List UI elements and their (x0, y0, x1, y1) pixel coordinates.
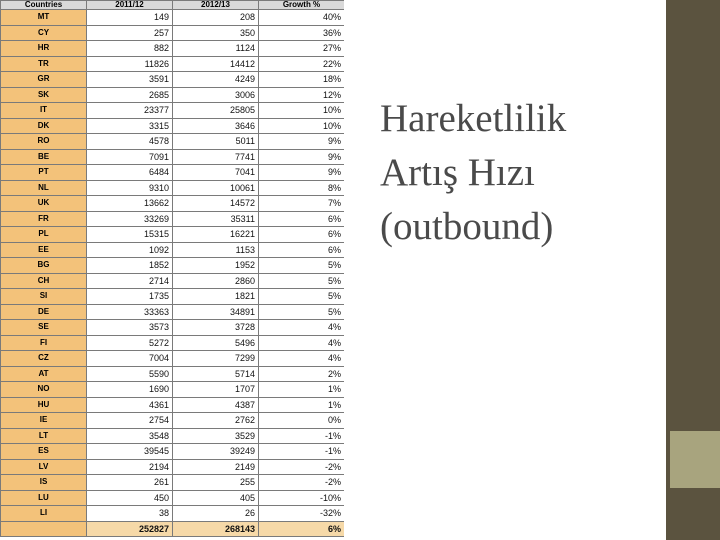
value-cell: 2685 (87, 87, 173, 103)
value-cell: 4578 (87, 134, 173, 150)
growth-cell: 9% (259, 149, 345, 165)
table-row (1, 25, 345, 41)
growth-cell: -32% (259, 506, 345, 522)
title-line-1: Hareketlilik (380, 97, 567, 140)
table-row (1, 382, 345, 398)
value-cell: 5496 (173, 335, 259, 351)
value-cell: 14412 (173, 56, 259, 72)
country-code-cell: PT (1, 165, 87, 181)
country-code-cell: ES (1, 444, 87, 460)
value-cell: 2754 (87, 413, 173, 429)
growth-cell: -2% (259, 459, 345, 475)
value-cell: 4387 (173, 397, 259, 413)
growth-cell: 0% (259, 413, 345, 429)
column-header-growth: Growth % (259, 1, 345, 10)
table-row (1, 72, 345, 88)
growth-cell: 7% (259, 196, 345, 212)
growth-cell: 5% (259, 289, 345, 305)
value-cell: 1735 (87, 289, 173, 305)
value-cell: 7004 (87, 351, 173, 367)
value-cell: 3006 (173, 87, 259, 103)
total-value-cell: 252827 (87, 521, 173, 537)
table-row (1, 335, 345, 351)
value-cell: 3646 (173, 118, 259, 134)
table-row (1, 397, 345, 413)
growth-table (0, 0, 344, 537)
country-code-cell: EE (1, 242, 87, 258)
table-total-row (1, 521, 345, 537)
growth-cell: 10% (259, 118, 345, 134)
growth-cell: 6% (259, 211, 345, 227)
value-cell: 1821 (173, 289, 259, 305)
growth-cell: 5% (259, 273, 345, 289)
value-cell: 1690 (87, 382, 173, 398)
column-header-countries: Countries (1, 1, 87, 10)
country-code-cell: BE (1, 149, 87, 165)
growth-table-container (0, 0, 344, 540)
growth-cell: 4% (259, 320, 345, 336)
growth-cell: -10% (259, 490, 345, 506)
value-cell: 882 (87, 41, 173, 57)
country-code-cell: FR (1, 211, 87, 227)
value-cell: 2860 (173, 273, 259, 289)
value-cell: 5011 (173, 134, 259, 150)
value-cell: 34891 (173, 304, 259, 320)
table-row (1, 258, 345, 274)
value-cell: 5590 (87, 366, 173, 382)
country-code-cell: SK (1, 87, 87, 103)
value-cell: 7299 (173, 351, 259, 367)
value-cell: 6484 (87, 165, 173, 181)
value-cell: 25805 (173, 103, 259, 119)
table-row (1, 227, 345, 243)
growth-cell: 9% (259, 134, 345, 150)
table-header-row (1, 1, 345, 10)
table-row (1, 475, 345, 491)
country-code-cell: BG (1, 258, 87, 274)
growth-cell: 6% (259, 242, 345, 258)
growth-cell: -1% (259, 428, 345, 444)
column-header-2012-13: 2012/13 (173, 1, 259, 10)
country-code-cell: MT (1, 10, 87, 26)
country-code-cell: PL (1, 227, 87, 243)
value-cell: 3728 (173, 320, 259, 336)
table-row (1, 459, 345, 475)
value-cell: 35311 (173, 211, 259, 227)
value-cell: 16221 (173, 227, 259, 243)
value-cell: 9310 (87, 180, 173, 196)
value-cell: 3548 (87, 428, 173, 444)
decorative-sidebar-accent (670, 431, 720, 488)
value-cell: 3529 (173, 428, 259, 444)
growth-cell: 2% (259, 366, 345, 382)
value-cell: 2714 (87, 273, 173, 289)
growth-cell: 40% (259, 10, 345, 26)
growth-cell: 4% (259, 335, 345, 351)
country-code-cell: DK (1, 118, 87, 134)
table-row (1, 242, 345, 258)
country-code-cell: TR (1, 56, 87, 72)
growth-cell: 12% (259, 87, 345, 103)
value-cell: 208 (173, 10, 259, 26)
value-cell: 13662 (87, 196, 173, 212)
country-code-cell: GR (1, 72, 87, 88)
value-cell: 350 (173, 25, 259, 41)
title-line-3: (outbound) (380, 205, 554, 248)
country-code-cell: CY (1, 25, 87, 41)
value-cell: 149 (87, 10, 173, 26)
table-row (1, 56, 345, 72)
country-code-cell: LU (1, 490, 87, 506)
value-cell: 257 (87, 25, 173, 41)
country-code-cell: IE (1, 413, 87, 429)
total-value-cell: 6% (259, 521, 345, 537)
table-row (1, 304, 345, 320)
country-code-cell: LV (1, 459, 87, 475)
table-row (1, 165, 345, 181)
country-code-cell: CH (1, 273, 87, 289)
value-cell: 1952 (173, 258, 259, 274)
growth-cell: -2% (259, 475, 345, 491)
country-code-cell: HR (1, 41, 87, 57)
table-row (1, 366, 345, 382)
value-cell: 26 (173, 506, 259, 522)
total-value-cell: 268143 (173, 521, 259, 537)
country-code-cell: FI (1, 335, 87, 351)
growth-cell: 27% (259, 41, 345, 57)
value-cell: 11826 (87, 56, 173, 72)
value-cell: 7041 (173, 165, 259, 181)
total-label-cell (1, 521, 87, 537)
country-code-cell: IS (1, 475, 87, 491)
growth-cell: 4% (259, 351, 345, 367)
value-cell: 1153 (173, 242, 259, 258)
country-code-cell: LI (1, 506, 87, 522)
growth-cell: 9% (259, 165, 345, 181)
value-cell: 5272 (87, 335, 173, 351)
value-cell: 2149 (173, 459, 259, 475)
table-row (1, 180, 345, 196)
country-code-cell: DE (1, 304, 87, 320)
value-cell: 4361 (87, 397, 173, 413)
value-cell: 255 (173, 475, 259, 491)
value-cell: 4249 (173, 72, 259, 88)
value-cell: 1124 (173, 41, 259, 57)
value-cell: 2194 (87, 459, 173, 475)
value-cell: 1092 (87, 242, 173, 258)
value-cell: 39545 (87, 444, 173, 460)
value-cell: 3573 (87, 320, 173, 336)
table-row (1, 413, 345, 429)
country-code-cell: AT (1, 366, 87, 382)
value-cell: 405 (173, 490, 259, 506)
value-cell: 1707 (173, 382, 259, 398)
value-cell: 7091 (87, 149, 173, 165)
value-cell: 39249 (173, 444, 259, 460)
value-cell: 3591 (87, 72, 173, 88)
table-body (1, 10, 345, 537)
table-row (1, 506, 345, 522)
growth-cell: 5% (259, 258, 345, 274)
value-cell: 33363 (87, 304, 173, 320)
growth-cell: 6% (259, 227, 345, 243)
country-code-cell: UK (1, 196, 87, 212)
growth-cell: 36% (259, 25, 345, 41)
table-row (1, 41, 345, 57)
slide-title (380, 92, 640, 254)
table-row (1, 351, 345, 367)
value-cell: 1852 (87, 258, 173, 274)
country-code-cell: SI (1, 289, 87, 305)
table-row (1, 87, 345, 103)
country-code-cell: RO (1, 134, 87, 150)
value-cell: 23377 (87, 103, 173, 119)
table-row (1, 273, 345, 289)
value-cell: 261 (87, 475, 173, 491)
country-code-cell: HU (1, 397, 87, 413)
value-cell: 7741 (173, 149, 259, 165)
table-row (1, 211, 345, 227)
country-code-cell: IT (1, 103, 87, 119)
growth-cell: 10% (259, 103, 345, 119)
value-cell: 38 (87, 506, 173, 522)
growth-cell: 1% (259, 397, 345, 413)
country-code-cell: CZ (1, 351, 87, 367)
country-code-cell: NL (1, 180, 87, 196)
value-cell: 450 (87, 490, 173, 506)
table-row (1, 320, 345, 336)
growth-cell: 18% (259, 72, 345, 88)
table-row (1, 134, 345, 150)
country-code-cell: NO (1, 382, 87, 398)
value-cell: 10061 (173, 180, 259, 196)
value-cell: 3315 (87, 118, 173, 134)
value-cell: 2762 (173, 413, 259, 429)
table-row (1, 490, 345, 506)
value-cell: 14572 (173, 196, 259, 212)
table-row (1, 428, 345, 444)
country-code-cell: LT (1, 428, 87, 444)
value-cell: 15315 (87, 227, 173, 243)
value-cell: 33269 (87, 211, 173, 227)
column-header-2011-12: 2011/12 (87, 1, 173, 10)
table-row (1, 118, 345, 134)
table-row (1, 444, 345, 460)
table-row (1, 196, 345, 212)
country-code-cell: SE (1, 320, 87, 336)
growth-cell: 8% (259, 180, 345, 196)
growth-cell: 5% (259, 304, 345, 320)
table-row (1, 10, 345, 26)
value-cell: 5714 (173, 366, 259, 382)
table-row (1, 289, 345, 305)
growth-cell: 22% (259, 56, 345, 72)
growth-cell: 1% (259, 382, 345, 398)
table-row (1, 149, 345, 165)
table-row (1, 103, 345, 119)
title-line-2: Artış Hızı (380, 151, 535, 194)
growth-cell: -1% (259, 444, 345, 460)
